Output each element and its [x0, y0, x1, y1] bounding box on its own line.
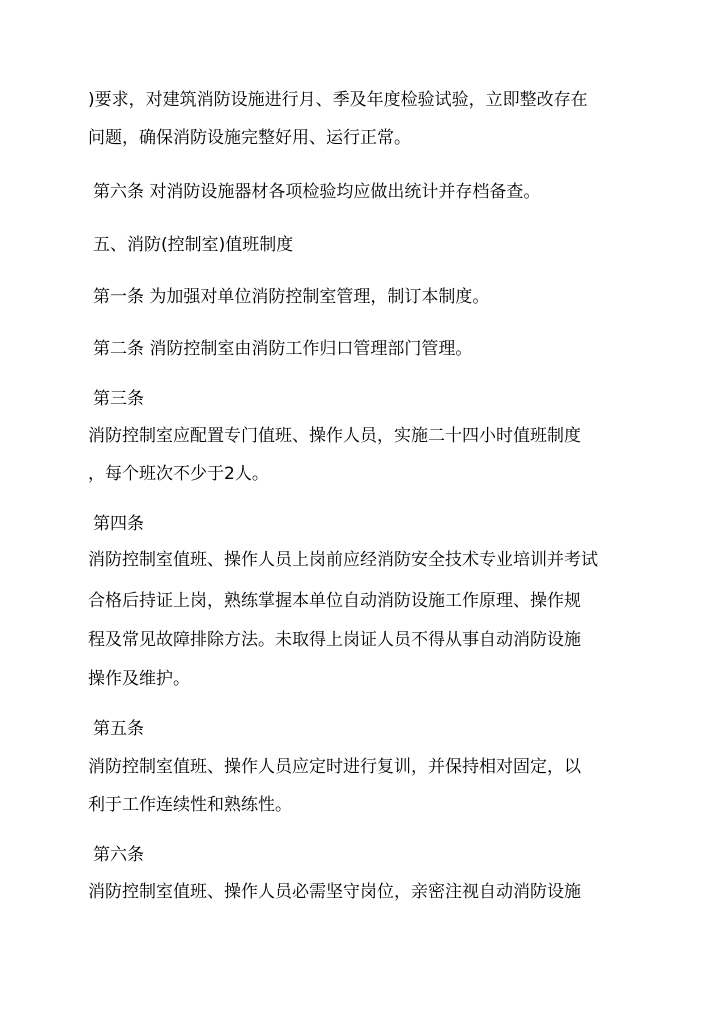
- article-5-heading: 第五条: [93, 719, 144, 739]
- text-line: )要求，对建筑消防设施进行月、季及年度检验试验，立即整改存在: [88, 90, 588, 110]
- text-line: ，每个班次不少于2人。: [88, 464, 269, 484]
- text-line: 消防控制室值班、操作人员应定时进行复训，并保持相对固定，以: [88, 757, 581, 777]
- article-6-heading: 第六条: [93, 845, 144, 865]
- text-line: 操作及维护。: [88, 669, 190, 689]
- text-line: 合格后持证上岗，熟练掌握本单位自动消防设施工作原理、操作规: [88, 591, 581, 611]
- text-line: 消防控制室应配置专门值班、操作人员，实施二十四小时值班制度: [88, 426, 581, 446]
- text-line: 消防控制室值班、操作人员上岗前应经消防安全技术专业培训并考试: [88, 550, 598, 570]
- article-4-heading: 第四条: [93, 514, 144, 534]
- article-3-heading: 第三条: [93, 389, 144, 409]
- article-6-inspection: 第六条 对消防设施器材各项检验均应做出统计并存档备查。: [93, 182, 541, 202]
- section-heading: 五、消防(控制室)值班制度: [93, 235, 294, 255]
- text-line: 问题，确保消防设施完整好用、运行正常。: [88, 128, 411, 148]
- text-line: 程及常见故障排除方法。未取得上岗证人员不得从事自动消防设施: [88, 630, 581, 650]
- article-1: 第一条 为加强对单位消防控制室管理，制订本制度。: [93, 287, 490, 307]
- text-line: 利于工作连续性和熟练性。: [88, 795, 292, 815]
- text-line: 消防控制室值班、操作人员必需坚守岗位，亲密注视自动消防设施: [88, 882, 581, 902]
- article-2: 第二条 消防控制室由消防工作归口管理部门管理。: [93, 339, 473, 359]
